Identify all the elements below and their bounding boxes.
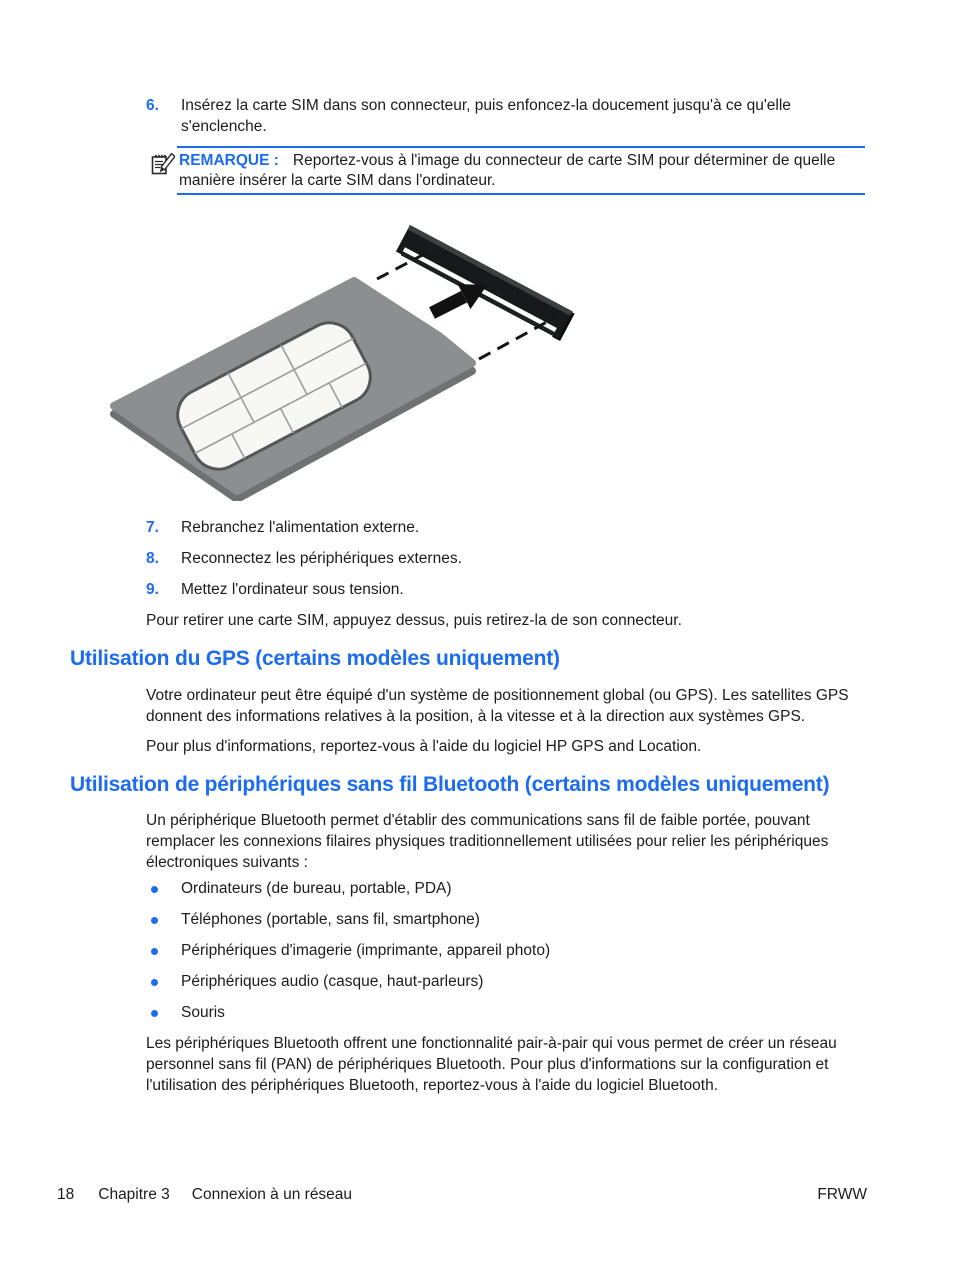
step-number: 9. — [146, 581, 159, 598]
bullet-icon — [146, 909, 181, 930]
note-text: Reportez-vous à l'image du connecteur de carte SIM pour déterminer de quelle manière insérer la carte SIM dans l'ordinateur. — [179, 152, 836, 189]
list-item-text: Ordinateurs (de bureau, portable, PDA) — [181, 880, 452, 897]
numbered-step — [146, 517, 867, 538]
list-item — [146, 940, 867, 961]
gps-paragraph-2: Pour plus d'informations, reportez-vous à l'aide du logiciel HP GPS and Location. — [146, 738, 702, 755]
sim-card-insertion-illustration — [94, 201, 614, 501]
list-item-text: Périphériques d'imagerie (imprimante, appareil photo) — [181, 942, 551, 959]
bullet-icon — [146, 878, 181, 899]
step-number: 7. — [146, 519, 159, 536]
bullet-icon — [146, 1002, 181, 1023]
list-item — [146, 878, 867, 899]
numbered-steps-list — [70, 517, 867, 600]
bluetooth-device-list — [70, 878, 867, 1023]
page-number: 18 — [57, 1186, 75, 1203]
gps-paragraph-1: Votre ordinateur peut être équipé d'un système de positionnement global (ou GPS). Les satellites GPS donnent des informations relatives à la position, à la vitesse et à la direction aux systèmes GPS. — [146, 687, 849, 725]
list-item — [146, 909, 867, 930]
footer-chapter-label: Chapitre 3 — [98, 1186, 170, 1203]
list-item — [146, 971, 867, 992]
step-text: Mettez l'ordinateur sous tension. — [181, 581, 404, 598]
page-content — [70, 0, 867, 1096]
step-number: 6. — [146, 97, 159, 114]
page-footer — [57, 1186, 867, 1204]
footer-chapter-title: Connexion à un réseau — [191, 1186, 353, 1203]
step-text: Insérez la carte SIM dans son connecteur, puis enfoncez-la doucement jusqu'à ce qu'elle s'enclenche. — [181, 97, 791, 135]
step-text: Rebranchez l'alimentation externe. — [181, 519, 420, 536]
list-item-text: Périphériques audio (casque, haut-parleurs) — [181, 973, 484, 990]
notepad-pencil-icon — [151, 151, 175, 183]
numbered-step — [146, 548, 867, 569]
note-label: REMARQUE : — [179, 152, 279, 169]
bullet-icon — [146, 940, 181, 961]
list-item-text: Téléphones (portable, sans fil, smartphone) — [181, 911, 480, 928]
gps-section-heading: Utilisation du GPS (certains modèles uniquement) — [70, 647, 560, 670]
bluetooth-intro-paragraph: Un périphérique Bluetooth permet d'établir des communications sans fil de faible portée, pouvant remplacer les connexions filaires physiques traditionnellement utilisées pour relier les périphériques électroniques suivants : — [146, 812, 829, 871]
step-text: Reconnectez les périphériques externes. — [181, 550, 462, 567]
note-block — [177, 146, 865, 195]
remove-sim-paragraph: Pour retirer une carte SIM, appuyez dessus, puis retirez-la de son connecteur. — [146, 612, 682, 629]
list-item — [146, 1002, 867, 1023]
bullet-icon — [146, 971, 181, 992]
bluetooth-outro-paragraph: Les périphériques Bluetooth offrent une fonctionnalité pair-à-pair qui vous permet de créer un réseau personnel sans fil (PAN) de périphériques Bluetooth. Pour plus d'informations sur la configuration et l'utilisation des périphériques Bluetooth, reportez-vous à l'aide du logiciel Bluetooth. — [146, 1035, 837, 1094]
step-number: 8. — [146, 550, 159, 567]
numbered-step — [146, 95, 867, 137]
bluetooth-section-heading: Utilisation de périphériques sans fil Bluetooth (certains modèles uniquement) — [70, 773, 830, 796]
numbered-step — [146, 579, 867, 600]
footer-right-label: FRWW — [817, 1186, 867, 1203]
list-item-text: Souris — [181, 1004, 225, 1021]
